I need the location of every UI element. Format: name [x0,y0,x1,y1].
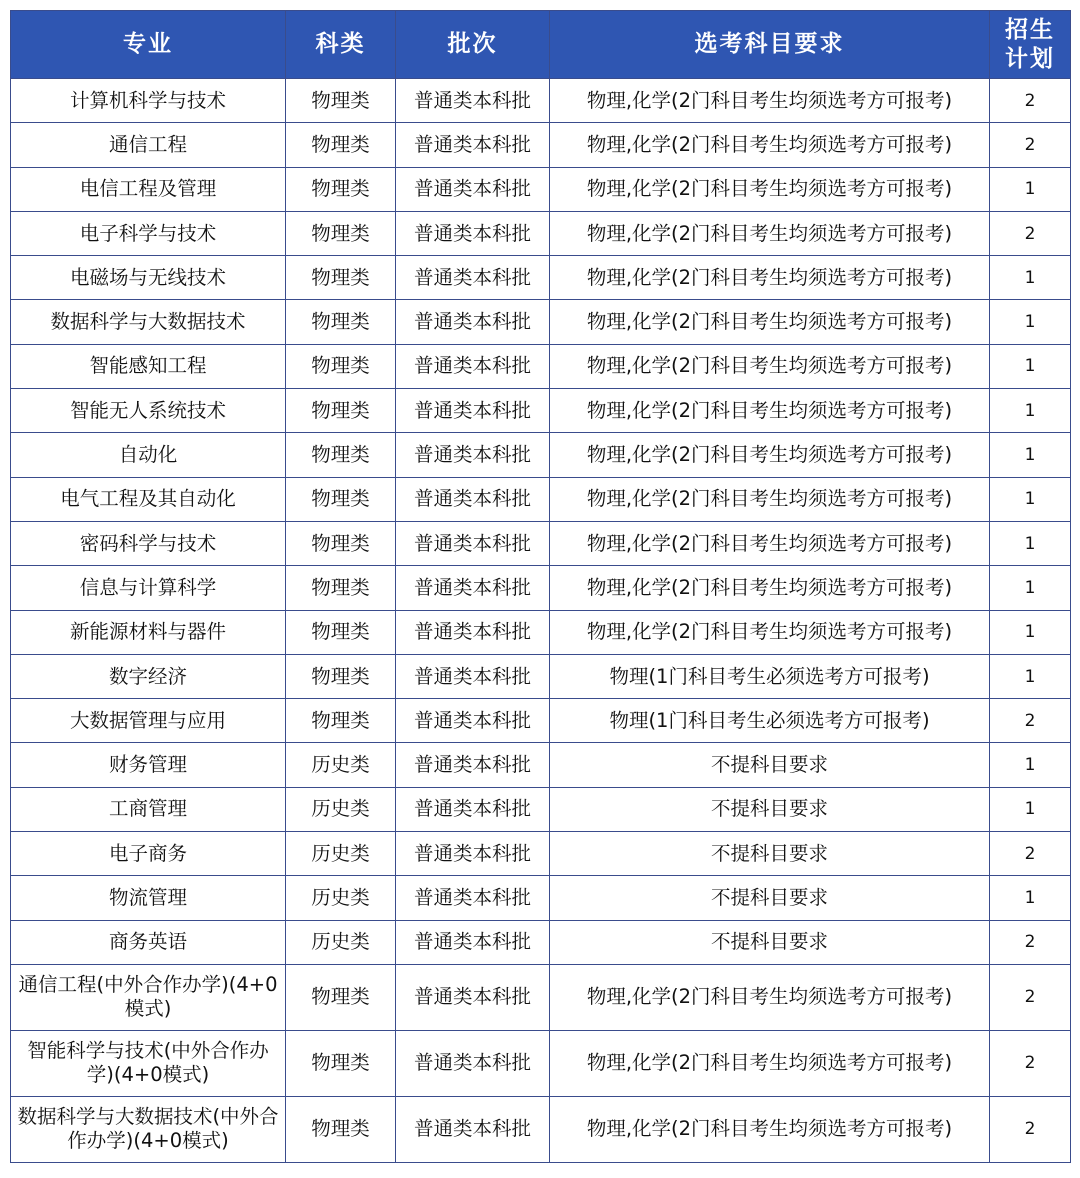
cell-subjects: 不提科目要求 [550,787,990,831]
cell-plan: 1 [990,256,1071,300]
cell-subjects: 物理,化学(2门科目考生均须选考方可报考) [550,521,990,565]
cell-major: 数字经济 [11,654,286,698]
table-row [11,389,1071,433]
cell-category: 物理类 [286,300,396,344]
cell-batch: 普通类本科批 [396,876,550,920]
cell-major: 通信工程(中外合作办学)(4+0模式) [11,964,286,1030]
cell-subjects: 物理(1门科目考生必须选考方可报考) [550,699,990,743]
header-batch: 批次 [396,11,550,79]
cell-batch: 普通类本科批 [396,79,550,123]
cell-major: 数据科学与大数据技术(中外合作办学)(4+0模式) [11,1096,286,1162]
cell-plan: 2 [990,964,1071,1030]
cell-major: 工商管理 [11,787,286,831]
table-row [11,433,1071,477]
table-row [11,699,1071,743]
cell-category: 物理类 [286,699,396,743]
cell-subjects: 物理,化学(2门科目考生均须选考方可报考) [550,123,990,167]
cell-batch: 普通类本科批 [396,211,550,255]
table-row [11,876,1071,920]
table-row [11,566,1071,610]
table-row [11,167,1071,211]
cell-plan: 1 [990,300,1071,344]
cell-category: 物理类 [286,1030,396,1096]
table-header-row [11,11,1071,79]
cell-batch: 普通类本科批 [396,477,550,521]
cell-subjects: 不提科目要求 [550,920,990,964]
cell-batch: 普通类本科批 [396,1030,550,1096]
cell-category: 物理类 [286,389,396,433]
cell-major: 计算机科学与技术 [11,79,286,123]
table-row [11,477,1071,521]
table-row [11,79,1071,123]
cell-batch: 普通类本科批 [396,743,550,787]
cell-plan: 1 [990,521,1071,565]
header-subjects: 选考科目要求 [550,11,990,79]
cell-plan: 2 [990,920,1071,964]
cell-major: 智能感知工程 [11,344,286,388]
admission-plan-table [10,10,1071,1163]
cell-plan: 2 [990,1030,1071,1096]
cell-plan: 1 [990,787,1071,831]
cell-category: 物理类 [286,610,396,654]
cell-subjects: 物理,化学(2门科目考生均须选考方可报考) [550,79,990,123]
cell-plan: 1 [990,433,1071,477]
cell-major: 信息与计算科学 [11,566,286,610]
cell-major: 通信工程 [11,123,286,167]
cell-major: 新能源材料与器件 [11,610,286,654]
cell-category: 物理类 [286,433,396,477]
table-row [11,920,1071,964]
table-row [11,256,1071,300]
cell-plan: 2 [990,79,1071,123]
cell-category: 物理类 [286,167,396,211]
cell-plan: 1 [990,477,1071,521]
cell-category: 物理类 [286,654,396,698]
cell-category: 物理类 [286,964,396,1030]
cell-major: 电信工程及管理 [11,167,286,211]
cell-subjects: 不提科目要求 [550,876,990,920]
cell-category: 物理类 [286,1096,396,1162]
cell-plan: 1 [990,610,1071,654]
table-row [11,344,1071,388]
cell-plan: 2 [990,123,1071,167]
cell-category: 物理类 [286,211,396,255]
cell-subjects: 物理,化学(2门科目考生均须选考方可报考) [550,1030,990,1096]
table-body [11,79,1071,1163]
cell-batch: 普通类本科批 [396,610,550,654]
cell-batch: 普通类本科批 [396,521,550,565]
cell-batch: 普通类本科批 [396,344,550,388]
cell-major: 密码科学与技术 [11,521,286,565]
cell-batch: 普通类本科批 [396,389,550,433]
table-row [11,1030,1071,1096]
table-row [11,787,1071,831]
cell-category: 历史类 [286,876,396,920]
cell-batch: 普通类本科批 [396,433,550,477]
cell-category: 物理类 [286,344,396,388]
cell-subjects: 物理,化学(2门科目考生均须选考方可报考) [550,964,990,1030]
header-major: 专业 [11,11,286,79]
cell-category: 历史类 [286,787,396,831]
table-row [11,964,1071,1030]
cell-subjects: 物理,化学(2门科目考生均须选考方可报考) [550,566,990,610]
table-row [11,832,1071,876]
cell-plan: 2 [990,211,1071,255]
cell-category: 物理类 [286,256,396,300]
cell-major: 数据科学与大数据技术 [11,300,286,344]
cell-subjects: 物理,化学(2门科目考生均须选考方可报考) [550,167,990,211]
cell-category: 历史类 [286,743,396,787]
cell-subjects: 物理(1门科目考生必须选考方可报考) [550,654,990,698]
cell-subjects: 物理,化学(2门科目考生均须选考方可报考) [550,211,990,255]
cell-major: 电子商务 [11,832,286,876]
cell-subjects: 不提科目要求 [550,743,990,787]
cell-plan: 1 [990,167,1071,211]
cell-batch: 普通类本科批 [396,699,550,743]
table-row [11,123,1071,167]
table-row [11,521,1071,565]
header-category: 科类 [286,11,396,79]
cell-category: 物理类 [286,79,396,123]
cell-major: 自动化 [11,433,286,477]
cell-plan: 2 [990,1096,1071,1162]
cell-subjects: 物理,化学(2门科目考生均须选考方可报考) [550,256,990,300]
cell-batch: 普通类本科批 [396,964,550,1030]
table-row [11,610,1071,654]
cell-major: 电子科学与技术 [11,211,286,255]
cell-batch: 普通类本科批 [396,256,550,300]
cell-batch: 普通类本科批 [396,167,550,211]
cell-batch: 普通类本科批 [396,832,550,876]
cell-subjects: 物理,化学(2门科目考生均须选考方可报考) [550,389,990,433]
cell-category: 历史类 [286,832,396,876]
cell-subjects: 物理,化学(2门科目考生均须选考方可报考) [550,344,990,388]
cell-plan: 2 [990,832,1071,876]
cell-subjects: 物理,化学(2门科目考生均须选考方可报考) [550,433,990,477]
cell-major: 商务英语 [11,920,286,964]
table-row [11,300,1071,344]
cell-category: 物理类 [286,566,396,610]
header-plan-line1: 招生 [1005,16,1055,43]
cell-batch: 普通类本科批 [396,920,550,964]
cell-major: 财务管理 [11,743,286,787]
table-row [11,743,1071,787]
cell-plan: 1 [990,344,1071,388]
header-plan [990,11,1071,79]
cell-category: 物理类 [286,477,396,521]
cell-plan: 1 [990,389,1071,433]
cell-category: 历史类 [286,920,396,964]
cell-category: 物理类 [286,521,396,565]
cell-batch: 普通类本科批 [396,123,550,167]
cell-batch: 普通类本科批 [396,566,550,610]
cell-major: 电磁场与无线技术 [11,256,286,300]
cell-subjects: 物理,化学(2门科目考生均须选考方可报考) [550,300,990,344]
cell-major: 智能无人系统技术 [11,389,286,433]
cell-major: 物流管理 [11,876,286,920]
cell-category: 物理类 [286,123,396,167]
cell-subjects: 物理,化学(2门科目考生均须选考方可报考) [550,477,990,521]
cell-plan: 2 [990,699,1071,743]
cell-subjects: 物理,化学(2门科目考生均须选考方可报考) [550,610,990,654]
cell-subjects: 不提科目要求 [550,832,990,876]
table-row [11,211,1071,255]
table-row [11,654,1071,698]
admission-plan-table-container [10,10,1070,1163]
cell-batch: 普通类本科批 [396,787,550,831]
cell-major: 电气工程及其自动化 [11,477,286,521]
cell-plan: 1 [990,743,1071,787]
cell-plan: 1 [990,876,1071,920]
table-row [11,1096,1071,1162]
cell-major: 大数据管理与应用 [11,699,286,743]
cell-subjects: 物理,化学(2门科目考生均须选考方可报考) [550,1096,990,1162]
cell-plan: 1 [990,654,1071,698]
cell-major: 智能科学与技术(中外合作办学)(4+0模式) [11,1030,286,1096]
header-plan-line2: 计划 [1005,45,1055,72]
cell-plan: 1 [990,566,1071,610]
cell-batch: 普通类本科批 [396,300,550,344]
cell-batch: 普通类本科批 [396,1096,550,1162]
cell-batch: 普通类本科批 [396,654,550,698]
